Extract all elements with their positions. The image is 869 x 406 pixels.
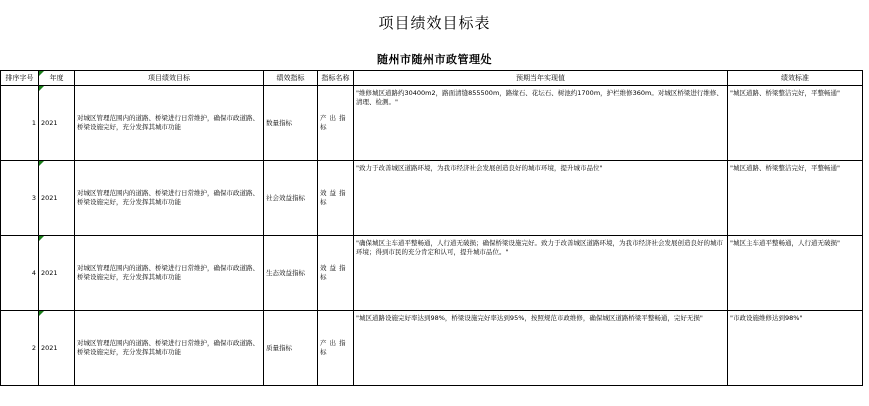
cell-year-value: 2021: [41, 343, 58, 352]
cell-standard: "城区道路、桥梁整洁完好，平整畅通": [728, 86, 863, 161]
performance-goal-table: [0, 70, 863, 386]
header-goal: 项目绩效目标: [75, 71, 264, 86]
cell-value: "城区道路设施完好率达到98%，桥梁设施完好率达到95%，按照规范市政维修，确保城区道路桥梁平整畅通，完好无损": [354, 311, 728, 386]
comment-marker-icon: [39, 236, 44, 241]
cell-indicator: 社会效益指标: [264, 161, 318, 236]
header-standard: 绩效标准: [728, 71, 863, 86]
department-subtitle: 随州市随州市政管理处: [377, 53, 492, 66]
cell-year-value: 2021: [41, 268, 58, 277]
header-value: 预期当年实现值: [354, 71, 728, 86]
cell-year: [39, 86, 75, 161]
cell-index: 3: [1, 161, 39, 236]
cell-goal: 对城区管理范围内的道路、桥梁进行日常维护，确保市政道路、桥梁设施完好，充分发挥其城市功能: [75, 236, 264, 311]
cell-year-value: 2021: [41, 118, 58, 127]
header-name: 指标名称: [318, 71, 354, 86]
cell-value: "维修城区道路约30400m2，路面清缝855500m，路缘石、花坛石、树池约1700m，护栏维修360m。对城区桥梁进行维修、清理、检测。": [354, 86, 728, 161]
cell-year: [39, 236, 75, 311]
cell-name: 产出指标: [318, 86, 354, 161]
cell-year: [39, 161, 75, 236]
cell-indicator: 数量指标: [264, 86, 318, 161]
header-row: [1, 71, 863, 86]
cell-indicator: 生态效益指标: [264, 236, 318, 311]
comment-marker-icon: [39, 86, 44, 91]
cell-indicator: 质量指标: [264, 311, 318, 386]
comment-marker-icon: [39, 161, 44, 166]
header-indicator: 绩效指标: [264, 71, 318, 86]
table-row: [1, 311, 863, 386]
cell-index: 4: [1, 236, 39, 311]
cell-value: "致力于改善城区道路环境，为我市经济社会发展创造良好的城市环境，提升城市品位": [354, 161, 728, 236]
cell-name: 产出指标: [318, 311, 354, 386]
cell-year: [39, 311, 75, 386]
table-row: [1, 161, 863, 236]
cell-standard: "城区道路、桥梁整洁完好，平整畅通": [728, 161, 863, 236]
header-year: [39, 71, 75, 86]
cell-value: "确保城区主车道平整畅通，人行道无破损；确保桥梁设施完好。致力于改善城区道路环境，为我市经济社会发展创造良好的城市环境；得到市民的充分肯定和认可，提升城市品位。": [354, 236, 728, 311]
cell-name: 效益指标: [318, 236, 354, 311]
comment-marker-icon: [39, 311, 44, 316]
cell-index: 1: [1, 86, 39, 161]
table-row: [1, 86, 863, 161]
cell-year-value: 2021: [41, 193, 58, 202]
cell-goal: 对城区管理范围内的道路、桥梁进行日常维护，确保市政道路、桥梁设施完好，充分发挥其城市功能: [75, 161, 264, 236]
cell-goal: 对城区管理范围内的道路、桥梁进行日常维护，确保市政道路、桥梁设施完好，充分发挥其城市功能: [75, 311, 264, 386]
cell-goal: 对城区管理范围内的道路、桥梁进行日常维护，确保市政道路、桥梁设施完好，充分发挥其城市功能: [75, 86, 264, 161]
cell-index: 2: [1, 311, 39, 386]
table-row: [1, 236, 863, 311]
cell-name: 效益指标: [318, 161, 354, 236]
header-year-label: 年度: [49, 73, 64, 82]
cell-standard: "市政设施维修达到98%": [728, 311, 863, 386]
page-title: 项目绩效目标表: [378, 14, 491, 32]
cell-standard: "城区主车道平整畅通，人行道无破损": [728, 236, 863, 311]
header-index: 排序字号: [1, 71, 39, 86]
comment-marker-icon: [39, 71, 44, 76]
